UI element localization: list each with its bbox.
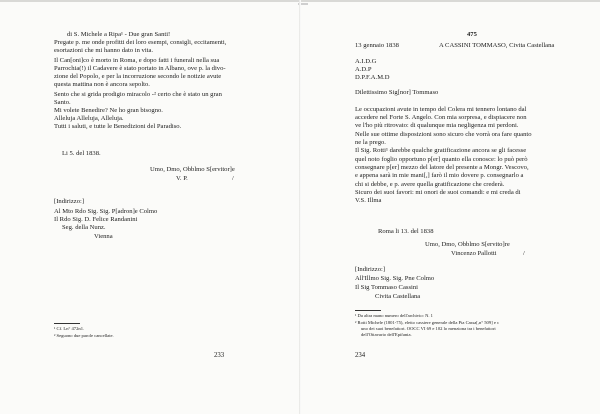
invocation-line: D.P.F.A.M.D bbox=[355, 74, 390, 81]
footnote: uno dei suoi benefattori. OOCC VI 69 e 102 lo menziona tra i benefattori bbox=[361, 326, 496, 331]
address-line: All'Illmo Sig. Sig. Pne Colmo bbox=[355, 275, 435, 282]
body-line: chi si debbe, e p. avere quella gratificazione che crederà. bbox=[355, 181, 505, 188]
address-line: Vienna bbox=[94, 233, 113, 240]
footnote: ² Rotti Michele (1801-75), eletto cassiere generale della Pia Cassa[,n° 509] e c bbox=[355, 320, 500, 325]
footnote: ¹ Cf. Ln° 472n1. bbox=[54, 326, 85, 331]
body-line: accedere nel Forte S. Angelo. Con mia sorpresa, e dispiacere non bbox=[355, 114, 527, 121]
address-line: Il Rdo Sig. D. Felice Randanini bbox=[54, 216, 138, 223]
date-line: Li 5. del 1838. bbox=[62, 150, 101, 157]
body-line: V.S. Illma bbox=[355, 197, 382, 204]
body-line: Nelle sue ottime disposizioni sono sicuro che vorrà ora fare quanto bbox=[355, 131, 532, 138]
body-line: e appena sarà in mie mani[,] farò il mio dovere p. consegnarlo a bbox=[355, 172, 524, 179]
page-number: 233 bbox=[214, 352, 225, 359]
body-line: ve l'ho più ritrovato: di qualunque mia negligenza mi perdoni. bbox=[355, 122, 519, 129]
page-number: 234 bbox=[355, 352, 366, 359]
letter-recipient: A CASSINI TOMMASO, Civita Castellana bbox=[439, 42, 555, 49]
body-line: Alleluja Alleluja, Alleluja. bbox=[54, 115, 124, 122]
salutation: Dilettissimo Sig[nor] Tommaso bbox=[355, 89, 439, 96]
footnote-rule bbox=[54, 323, 80, 324]
body-line: questa mattina non è ancora sepolto. bbox=[54, 81, 150, 88]
address-heading: [Indirizzo:] bbox=[355, 266, 386, 273]
body-line: Sicuro dei suoi favori: mi onori de suoi comandi: e mi creda di bbox=[355, 189, 521, 196]
address-line: Il Sig Tommaso Cassini bbox=[355, 284, 418, 291]
body-line: di S. Michele a Ripa¹ - Due gran Santi! bbox=[67, 31, 171, 38]
body-line: Santo. bbox=[54, 99, 71, 106]
footnote-rule bbox=[355, 310, 381, 311]
body-line: Parrochia(!) il Cadavere è stato portato in Albano, ove p. la divo- bbox=[54, 65, 226, 72]
right-page bbox=[301, 0, 600, 414]
body-line: Pregate p. me onde profitti dei loro esempi, consigli, eccitamenti, bbox=[54, 39, 227, 46]
closing-formula: Umo, Dmo, Obblmo S[ervitor]e bbox=[150, 166, 235, 173]
address-line: Seg. della Nunz. bbox=[62, 224, 106, 231]
address-heading: [Indirizzo:] bbox=[54, 198, 85, 205]
invocation-line: A.D.P bbox=[355, 66, 372, 73]
body-line: ne la prego. bbox=[355, 139, 386, 146]
letter-number: 475 bbox=[467, 31, 477, 38]
body-line: Le occupazioni avute in tempo del Colera mi tennero lontano dal bbox=[355, 106, 527, 113]
invocation-line: A.I.D.G bbox=[355, 58, 377, 65]
footnote: dell'Ottavario dell'Epifania. bbox=[361, 332, 412, 337]
signature-mark: / bbox=[523, 250, 525, 257]
body-line: esortazioni che mi hanno dato in vita. bbox=[54, 47, 154, 54]
body-line: consegnare p[er] mezzo del latore del presente a Mongr. Vescovo, bbox=[355, 164, 529, 171]
body-line: Il Can[oni]co è morto in Roma, e dopo fatti i funerali nella sua bbox=[54, 57, 220, 64]
footnote: ¹ Da altra mano numero dell'archivio: N. 1 bbox=[355, 313, 433, 318]
body-line: Mi volete Benedire? Ne ho gran bisogno. bbox=[54, 107, 163, 114]
address-line: Civita Castellana bbox=[375, 293, 421, 300]
body-line: quel noto foglio opportuno p[er] quanto ella conosce: lo può però bbox=[355, 156, 528, 163]
signature: Vincenzo Pallotti bbox=[451, 250, 497, 257]
date-line: Roma li 13. del 1838 bbox=[378, 228, 434, 235]
body-line: Tutti i saluti, e tutte le Benedizioni del Paradiso. bbox=[54, 123, 182, 130]
letter-date: 13 gennaio 1838 bbox=[355, 42, 399, 49]
address-line: Al Mto Rdo Sig. Sig. P[adron]e Colmo bbox=[54, 208, 158, 215]
footnote: ² Seguono due parole cancellate. bbox=[54, 333, 114, 338]
closing-mark: / bbox=[232, 175, 234, 182]
closing-formula: Umo, Dmo, Obblmo S[ervito]re bbox=[425, 241, 510, 248]
body-line: zione del Popolo, e per la incorruzione secondo le notizie avute bbox=[54, 73, 222, 80]
body-line: Il Sig. Rotti¹ darebbe qualche gratificazione ancora se gli facesse bbox=[355, 147, 527, 154]
closing-initials: V. P. bbox=[176, 175, 188, 182]
body-line: Sento che si grida prodigio miracolo -² certo che è stato un gran bbox=[54, 91, 222, 98]
